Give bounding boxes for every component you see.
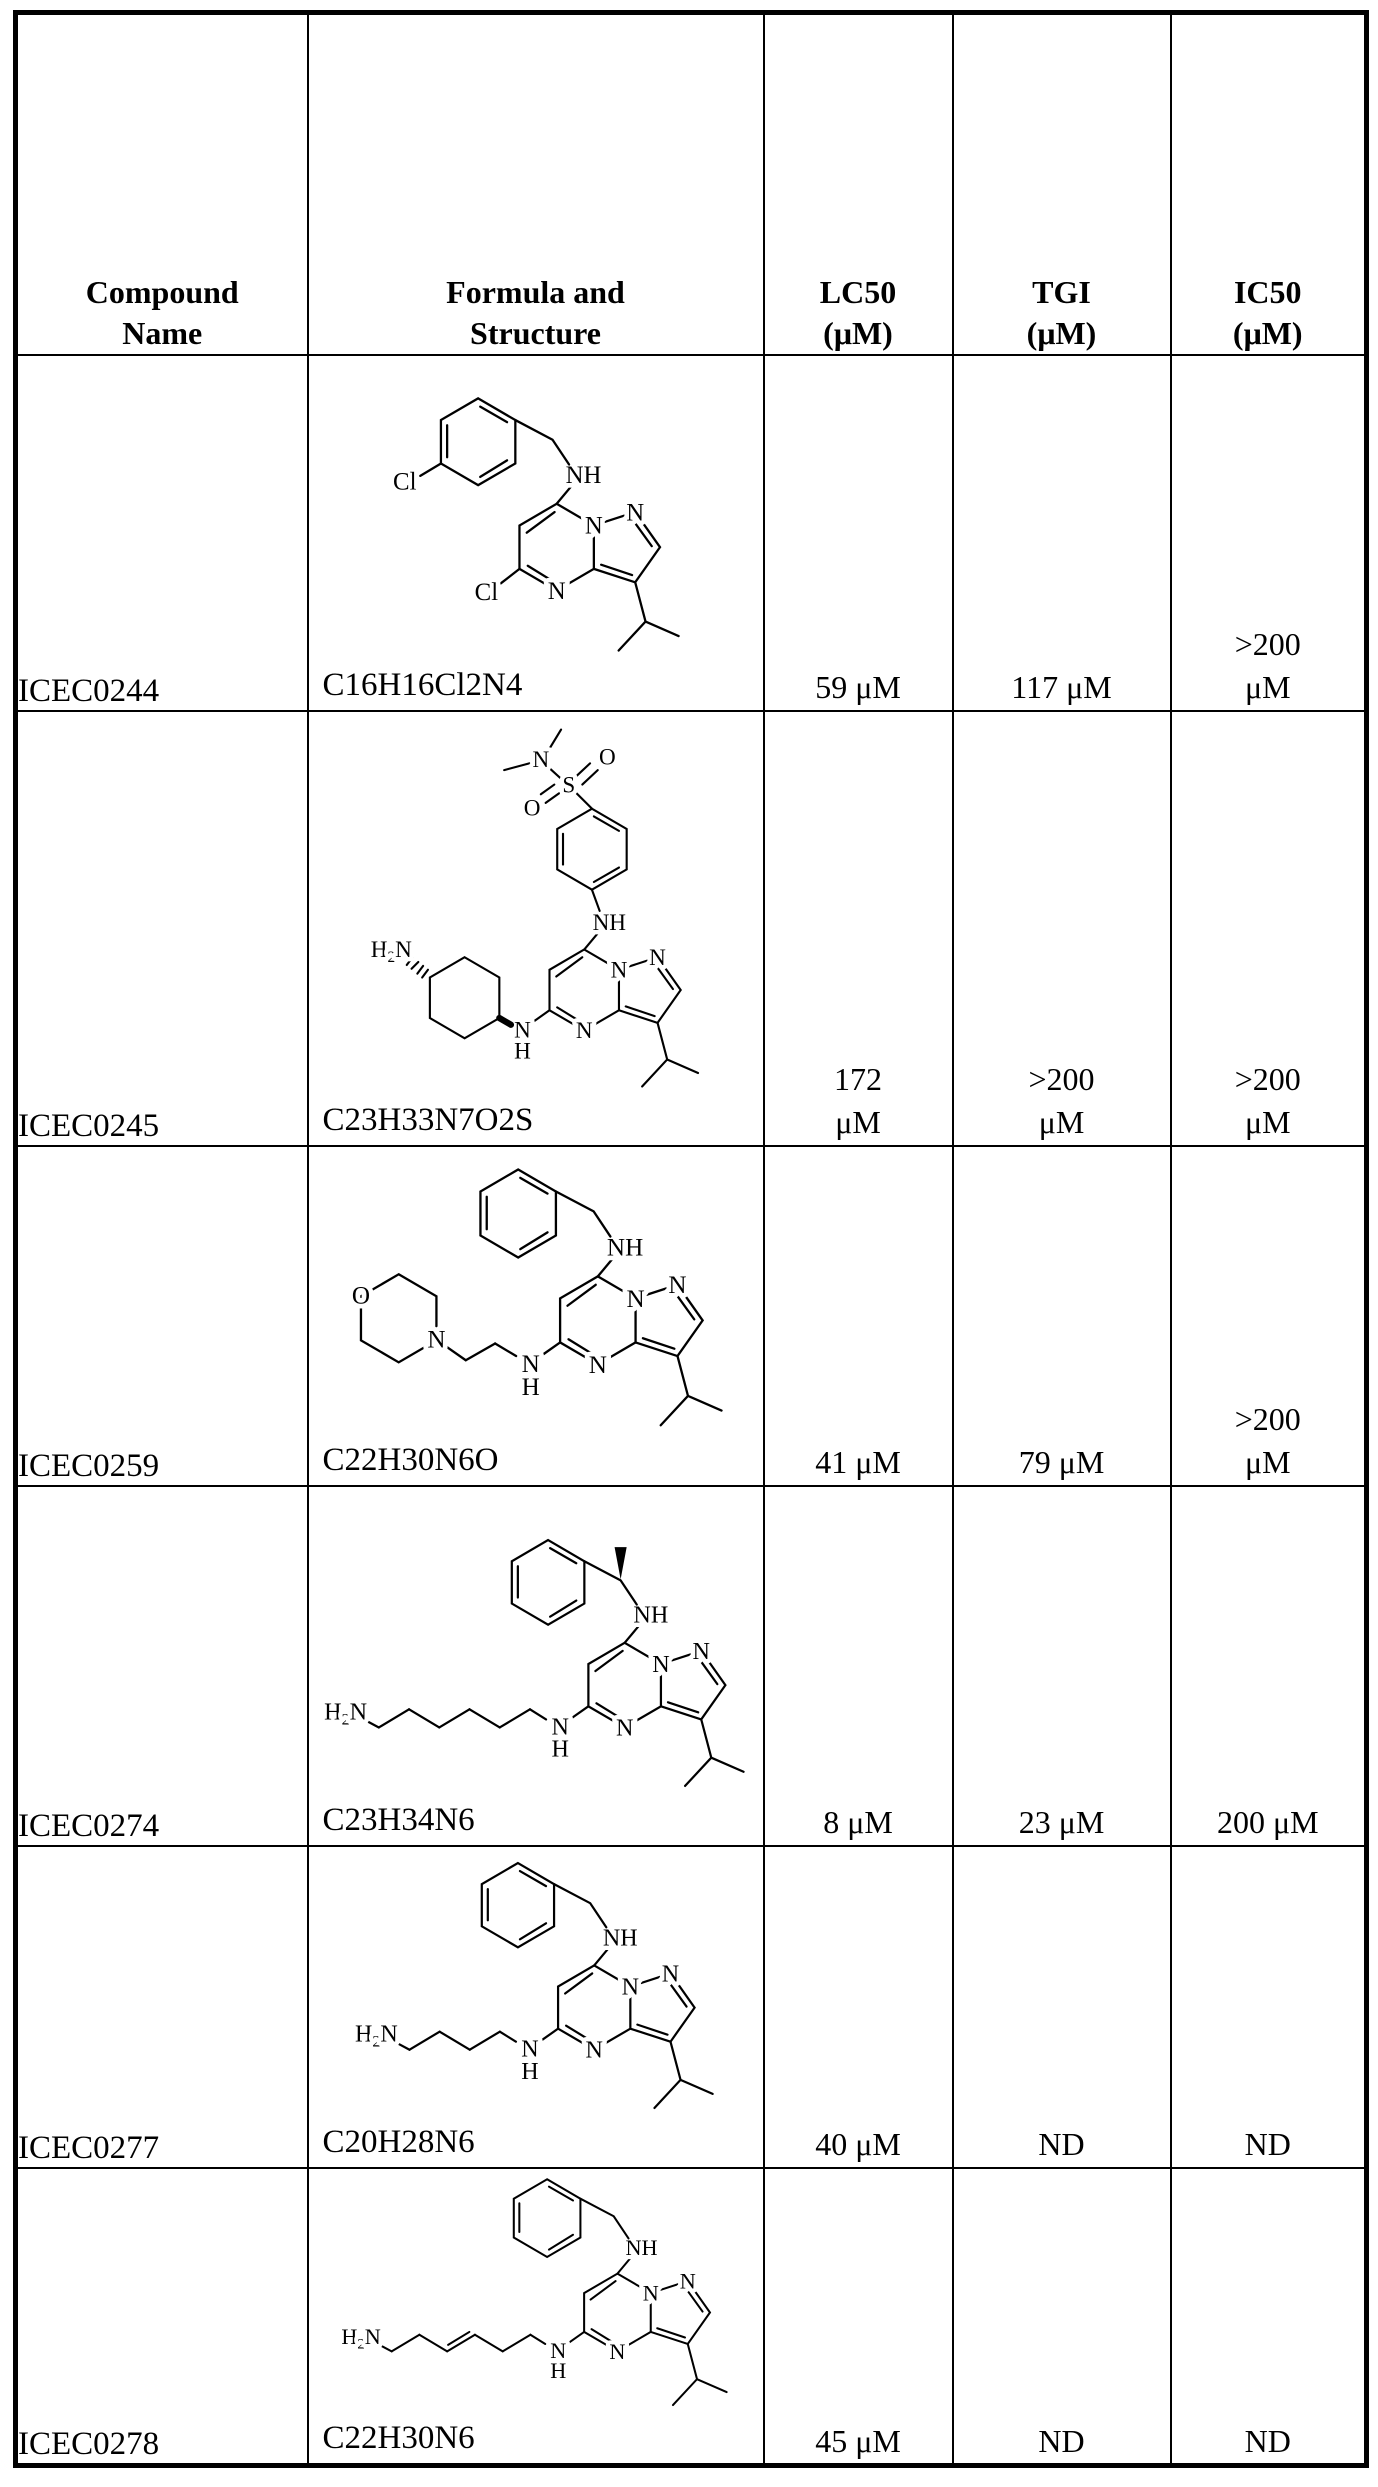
tgi-value: >200 μM	[953, 711, 1171, 1146]
formula-structure-cell	[308, 1486, 764, 1846]
header-formula-structure: Formula and Structure	[308, 13, 764, 355]
structure-drawing-icec0274	[318, 1530, 754, 1800]
lc50-value: 8 μM	[764, 1486, 953, 1846]
tgi-value: 117 μM	[953, 355, 1171, 711]
lc50-value: 59 μM	[764, 355, 953, 711]
svg-text:Cl: Cl	[474, 578, 498, 606]
tgi-value: 23 μM	[953, 1486, 1171, 1846]
lc50-value: 45 μM	[764, 2168, 953, 2466]
formula-structure-cell	[308, 355, 764, 711]
compound-name: ICEC0245	[16, 711, 308, 1146]
formula-text: C16H16Cl2N4	[322, 666, 523, 703]
structure-drawing-icec0278	[336, 2170, 736, 2418]
ic50-value: ND	[1171, 2168, 1367, 2466]
table-row	[16, 1146, 1367, 1486]
svg-text:O: O	[351, 1282, 370, 1310]
header-compound-name: Compound Name	[16, 13, 308, 355]
formula-text: C23H34N6	[322, 1801, 475, 1838]
table-row	[16, 355, 1367, 711]
header-tgi: TGI (μM)	[953, 13, 1171, 355]
lc50-value: 172 μM	[764, 711, 953, 1146]
lc50-value: 40 μM	[764, 1846, 953, 2168]
compound-data-table	[13, 10, 1369, 2468]
ic50-value: >200 μM	[1171, 355, 1367, 711]
ic50-value: ND	[1171, 1846, 1367, 2168]
formula-structure-cell	[308, 2168, 764, 2466]
structure-drawing-icec0259	[340, 1161, 732, 1440]
compound-name: ICEC0274	[16, 1486, 308, 1846]
formula-structure-cell	[308, 711, 764, 1146]
table-row	[16, 1486, 1367, 1846]
compound-name: ICEC0278	[16, 2168, 308, 2466]
compound-name: ICEC0244	[16, 355, 308, 711]
ic50-value: >200 μM	[1171, 1146, 1367, 1486]
table-row	[16, 1846, 1367, 2168]
svg-text:H2N: $H_2N$	[354, 2021, 398, 2051]
svg-text:H2N: $H_2N$	[323, 1697, 367, 1728]
svg-text:O: O	[523, 794, 541, 821]
tgi-value: 79 μM	[953, 1146, 1171, 1486]
formula-text: C23H33N7O2S	[322, 1101, 534, 1138]
formula-structure-cell	[308, 1846, 764, 2168]
table-row	[16, 711, 1367, 1146]
formula-structure-cell	[308, 1146, 764, 1486]
structure-drawing-icec0245	[364, 718, 708, 1100]
svg-text:N: N	[531, 746, 549, 773]
compound-name: ICEC0259	[16, 1146, 308, 1486]
lc50-value: 41 μM	[764, 1146, 953, 1486]
compound-name: ICEC0277	[16, 1846, 308, 2168]
ic50-value: 200 μM	[1171, 1486, 1367, 1846]
structure-drawing-icec0277	[349, 1853, 723, 2122]
structure-drawing-icec0244	[381, 388, 691, 665]
tgi-value: ND	[953, 2168, 1171, 2466]
svg-text:H2N: $H_2N$	[370, 936, 412, 966]
table-row	[16, 2168, 1367, 2466]
svg-text:N: N	[426, 1326, 446, 1354]
svg-text:S: S	[561, 771, 575, 798]
svg-text:Cl: Cl	[392, 467, 416, 495]
header-lc50: LC50 (μM)	[764, 13, 953, 355]
formula-text: C20H28N6	[322, 2123, 475, 2160]
formula-text: C22H30N6O	[322, 1441, 499, 1478]
svg-text:O: O	[598, 743, 616, 770]
header-row	[16, 13, 1367, 355]
formula-text: C22H30N6	[322, 2420, 475, 2456]
tgi-value: ND	[953, 1846, 1171, 2168]
ic50-value: >200 μM	[1171, 711, 1367, 1146]
svg-text:H2N: $H_2N$	[340, 2323, 381, 2353]
header-ic50: IC50 (μM)	[1171, 13, 1367, 355]
